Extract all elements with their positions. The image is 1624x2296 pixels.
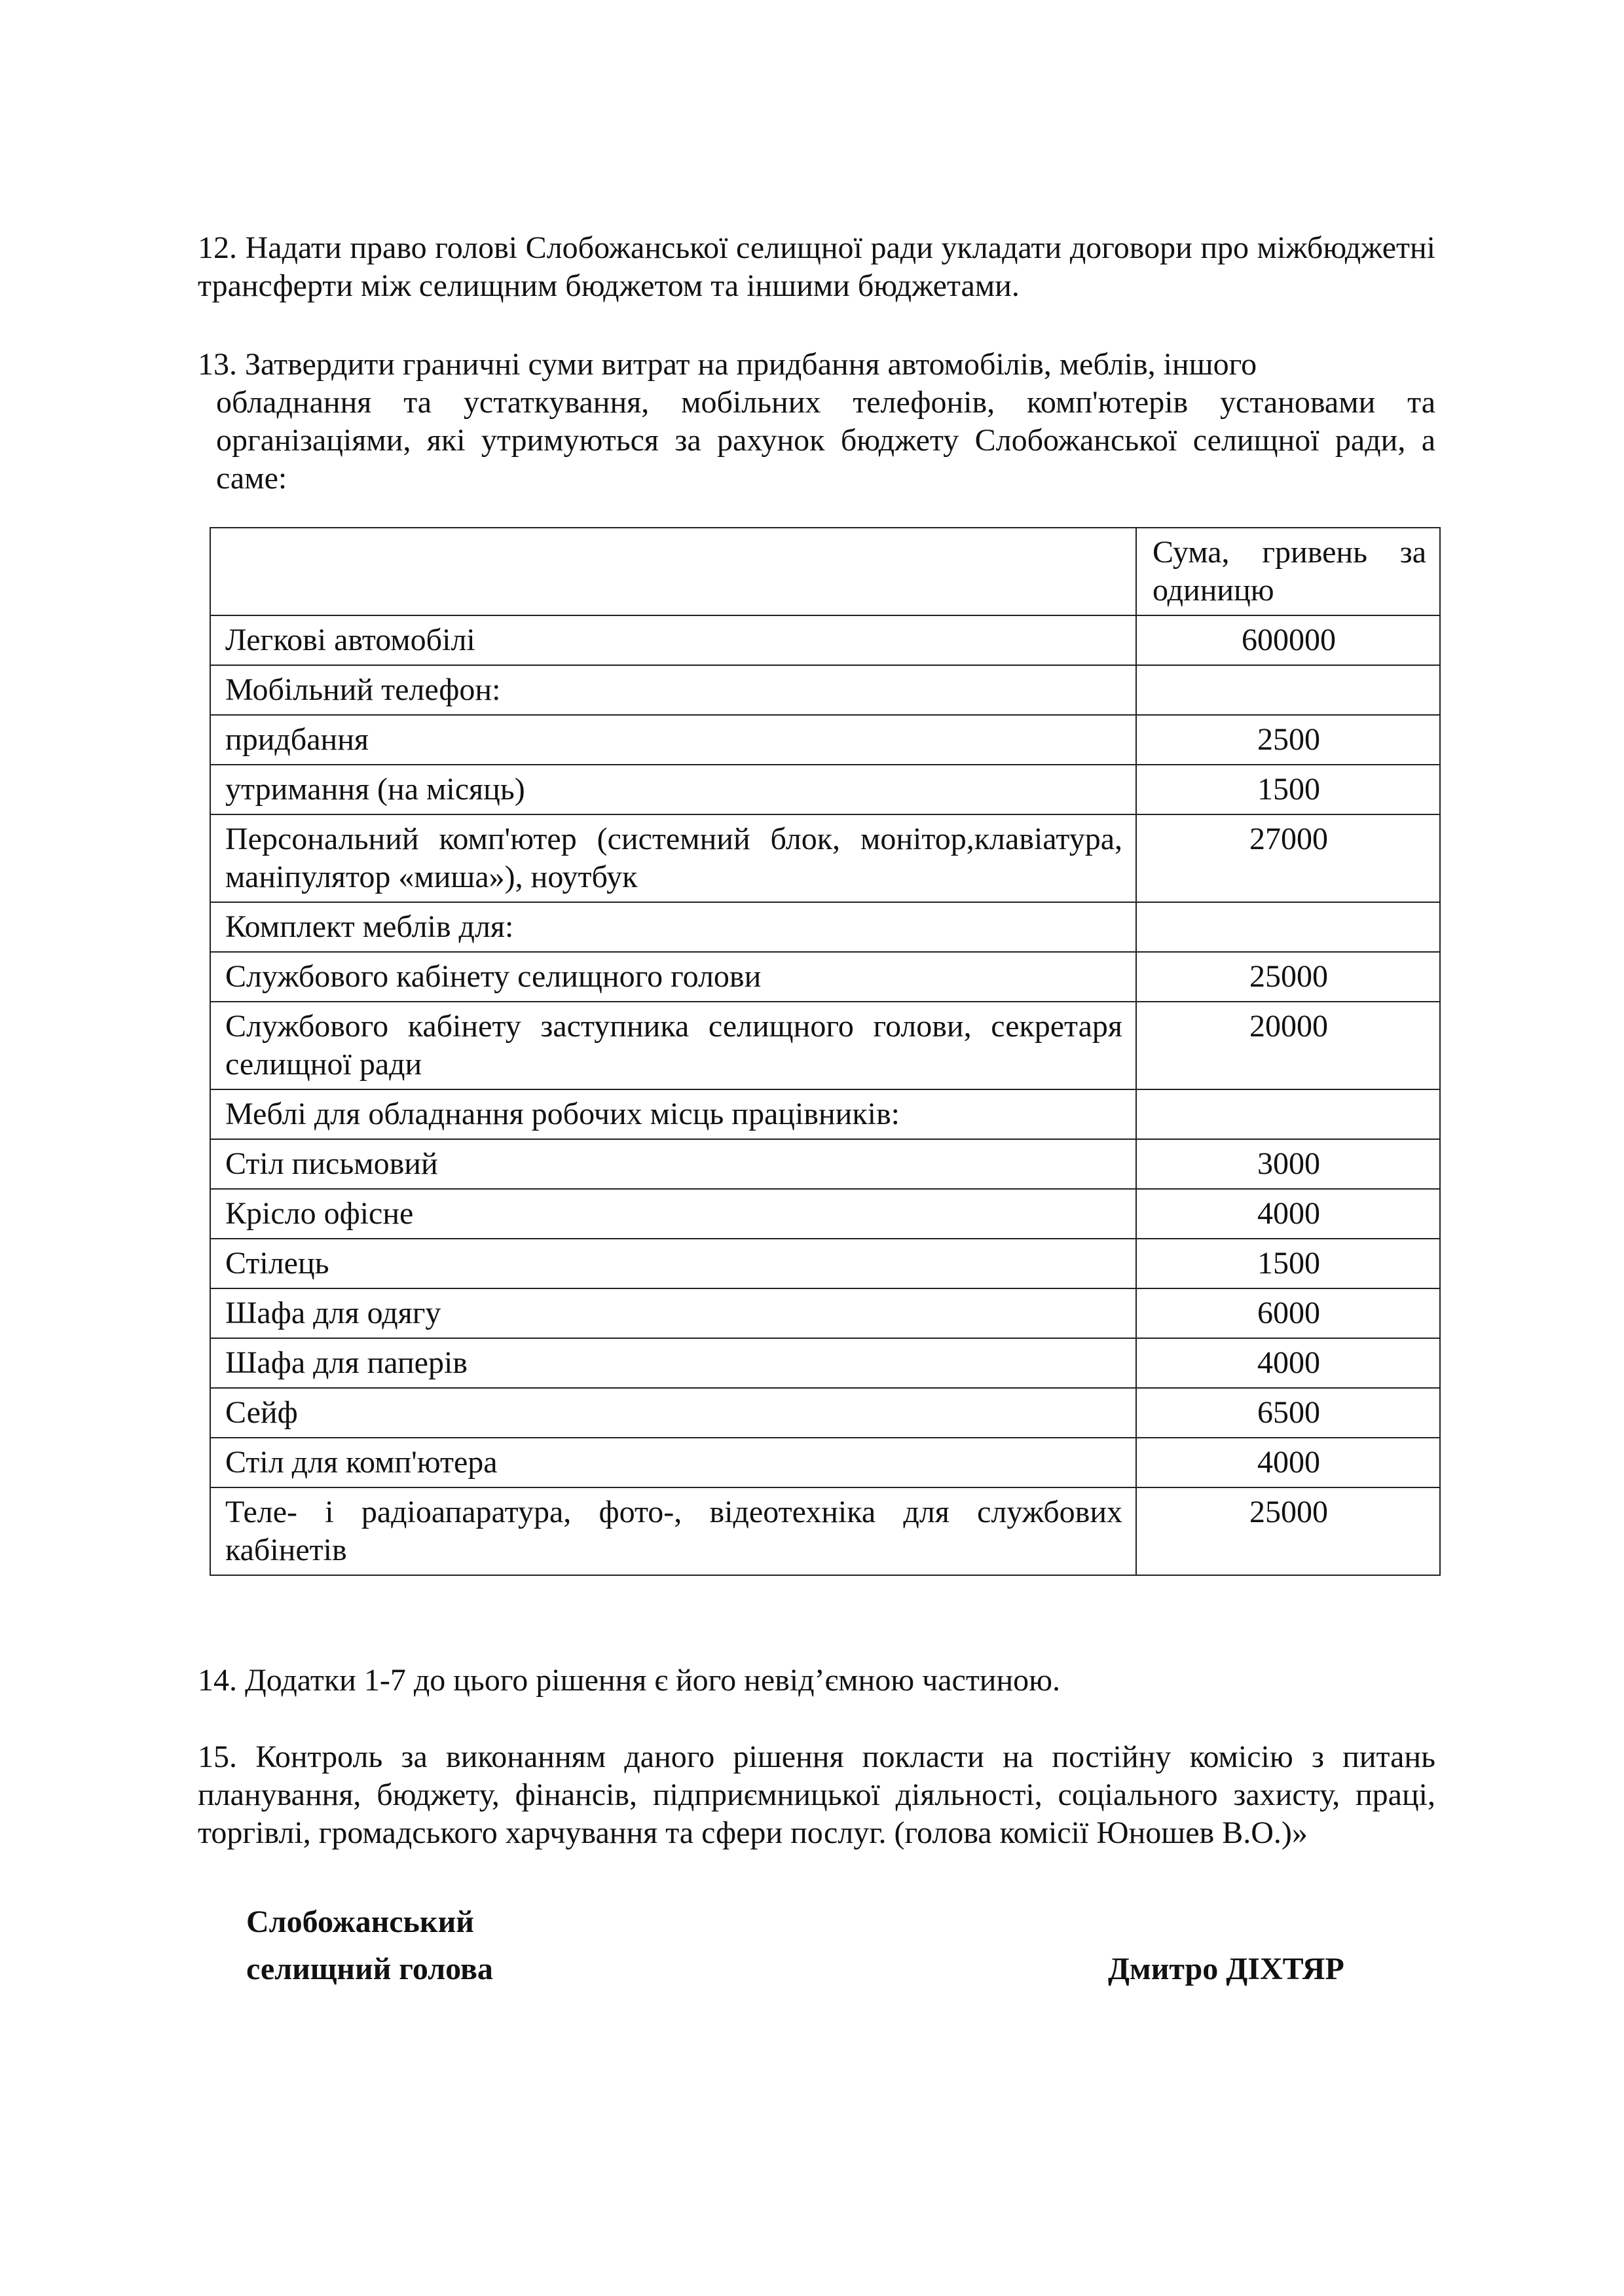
table-value-cell: [1136, 1089, 1440, 1139]
table-item-cell: Комплект меблів для:: [210, 902, 1136, 952]
table-item-cell: Службового кабінету заступника селищного голови, секретаря селищної ради: [210, 1002, 1136, 1089]
table-item-cell: Меблі для обладнання робочих місць працівників:: [210, 1089, 1136, 1139]
paragraph-15: 15. Контроль за виконанням даного рішення покласти на постійну комісію з питань планування, бюджету, фінансів, підприємницької діяльності, соціального захисту, праці, торгівлі, громадського харчування та сфери послуг. (голова комісії Юношев В.О.)»: [198, 1740, 1435, 1850]
table-value-cell: 6500: [1136, 1388, 1440, 1438]
table-value-cell: [1136, 665, 1440, 715]
header-value-cell: Сума, гривень за одиницю: [1136, 528, 1440, 615]
table-item-cell: Стіл для комп'ютера: [210, 1438, 1136, 1487]
table-value-cell: 6000: [1136, 1288, 1440, 1338]
signature-title: [246, 1899, 493, 1993]
table-value-cell: 4000: [1136, 1438, 1440, 1487]
paragraph-13-continuation: обладнання та устаткування, мобільних телефонів, комп'ютерів установами та організаціями, які утримуються за рахунок бюджету Слобожанської селищної ради, а саме:: [216, 385, 1435, 496]
table-value-cell: 4000: [1136, 1189, 1440, 1239]
table-row: [210, 1338, 1440, 1388]
table-value-cell: 27000: [1136, 814, 1440, 902]
table-row: [210, 665, 1440, 715]
table-item-cell: Мобільний телефон:: [210, 665, 1136, 715]
table-item-cell: Легкові автомобілі: [210, 615, 1136, 665]
table-row: [210, 902, 1440, 952]
paragraph-13-first-line: 13. Затвердити граничні суми витрат на придбання автомобілів, меблів, іншого: [198, 347, 1257, 382]
table-row: [210, 1388, 1440, 1438]
signature-title-line-2: селищний голова: [246, 1952, 493, 1986]
paragraph-13: [198, 346, 1435, 498]
table-row: [210, 1487, 1440, 1575]
table-item-cell: Персональний комп'ютер (системний блок, монітор,клавіатура, маніпулятор «миша»), ноутбук: [210, 814, 1136, 902]
table-value-cell: 4000: [1136, 1338, 1440, 1388]
table-row: [210, 1002, 1440, 1089]
table-row: [210, 1089, 1440, 1139]
table-value-cell: 2500: [1136, 715, 1440, 765]
table-row: [210, 1288, 1440, 1338]
table-row: [210, 1139, 1440, 1189]
table-item-cell: Шафа для паперів: [210, 1338, 1136, 1388]
table-row: [210, 1239, 1440, 1288]
paragraph-14: 14. Додатки 1-7 до цього рішення є його невід’ємною частиною.: [198, 1663, 1061, 1698]
table-value-cell: 20000: [1136, 1002, 1440, 1089]
table-row: [210, 952, 1440, 1002]
table-item-cell: Стілець: [210, 1239, 1136, 1288]
table-row: [210, 814, 1440, 902]
table-item-cell: Стіл письмовий: [210, 1139, 1136, 1189]
signature-title-line-1: Слобожанський: [246, 1904, 474, 1939]
spending-limits-table: [210, 527, 1441, 1576]
table-value-cell: 1500: [1136, 765, 1440, 814]
table-row: [210, 615, 1440, 665]
table-value-cell: 3000: [1136, 1139, 1440, 1189]
table-item-cell: Теле- і радіоапаратура, фото-, відеотехніка для службових кабінетів: [210, 1487, 1136, 1575]
table-value-cell: 25000: [1136, 1487, 1440, 1575]
table-header-row: [210, 528, 1440, 615]
table-item-cell: придбання: [210, 715, 1136, 765]
table-row: [210, 715, 1440, 765]
signature-name: Дмитро ДІХТЯР: [1108, 1952, 1344, 1986]
table-value-cell: 25000: [1136, 952, 1440, 1002]
table-item-cell: Сейф: [210, 1388, 1136, 1438]
table-value-cell: 1500: [1136, 1239, 1440, 1288]
table-row: [210, 1189, 1440, 1239]
table-item-cell: Шафа для одягу: [210, 1288, 1136, 1338]
paragraph-12: 12. Надати право голові Слобожанської селищної ради укладати договори про міжбюджетні трансферти між селищним бюджетом та іншими бюджетами.: [198, 230, 1435, 303]
table-value-cell: 600000: [1136, 615, 1440, 665]
table-value-cell: [1136, 902, 1440, 952]
table-row: [210, 1438, 1440, 1487]
table-item-cell: Крісло офісне: [210, 1189, 1136, 1239]
header-item-cell: [210, 528, 1136, 615]
table-row: [210, 765, 1440, 814]
table-item-cell: Службового кабінету селищного голови: [210, 952, 1136, 1002]
table-item-cell: утримання (на місяць): [210, 765, 1136, 814]
